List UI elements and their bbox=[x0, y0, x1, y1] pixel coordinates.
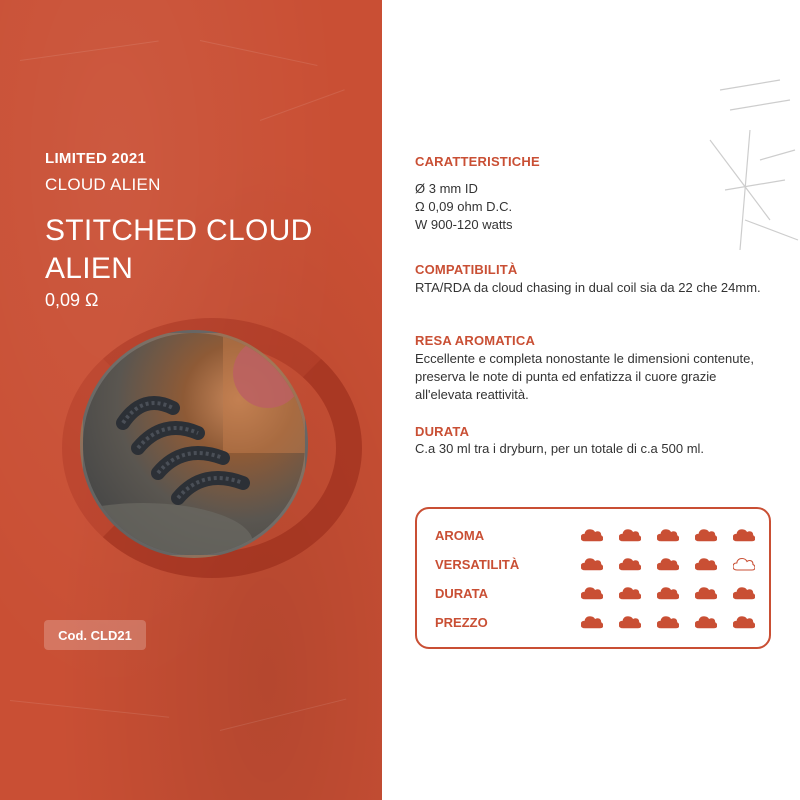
product-panel bbox=[0, 0, 382, 800]
cloud-filled-icon bbox=[581, 528, 603, 542]
spec-diameter: Ø 3 mm ID bbox=[415, 181, 478, 196]
rating-row-versatilita bbox=[435, 554, 755, 574]
section-body-compatibilita: RTA/RDA da cloud chasing in dual coil sia da 22 che 24mm. bbox=[415, 280, 761, 295]
ratings-box bbox=[415, 507, 771, 649]
cloud-filled-icon bbox=[733, 528, 755, 542]
cloud-filled-icon bbox=[619, 528, 641, 542]
product-subseries: CLOUD ALIEN bbox=[45, 175, 161, 194]
product-resistance: 0,09 Ω bbox=[45, 290, 99, 310]
cloud-filled-icon bbox=[695, 586, 717, 600]
cloud-filled-icon bbox=[581, 615, 603, 629]
cloud-filled-icon bbox=[733, 586, 755, 600]
cloud-filled-icon bbox=[657, 557, 679, 571]
rating-clouds bbox=[581, 557, 755, 571]
spec-wattage: W 900-120 watts bbox=[415, 217, 513, 232]
cloud-filled-icon bbox=[619, 586, 641, 600]
section-title-resa-aromatica: RESA AROMATICA bbox=[415, 333, 536, 348]
spec-resistance: Ω 0,09 ohm D.C. bbox=[415, 199, 513, 214]
section-title-durata: DURATA bbox=[415, 424, 470, 439]
cloud-filled-icon bbox=[581, 557, 603, 571]
cloud-filled-icon bbox=[695, 615, 717, 629]
cloud-filled-icon bbox=[695, 528, 717, 542]
rating-row-prezzo bbox=[435, 612, 755, 632]
cloud-filled-icon bbox=[581, 586, 603, 600]
cloud-filled-icon bbox=[733, 615, 755, 629]
product-code-badge: Cod. CLD21 bbox=[44, 620, 146, 650]
cloud-filled-icon bbox=[657, 615, 679, 629]
cloud-filled-icon bbox=[657, 586, 679, 600]
cloud-outline-icon bbox=[733, 557, 755, 571]
rating-label: DURATA bbox=[435, 585, 488, 601]
rating-row-aroma bbox=[435, 525, 755, 545]
cloud-filled-icon bbox=[619, 615, 641, 629]
coil-photo bbox=[80, 330, 308, 558]
rating-label: AROMA bbox=[435, 527, 485, 543]
section-body-durata: C.a 30 ml tra i dryburn, per un totale di c.a 500 ml. bbox=[415, 441, 705, 456]
section-body-resa-aromatica: Eccellente e completa nonostante le dimensioni contenute, preserva le note di punta ed enfatizza il cuore grazie all'elevata reattività. bbox=[415, 351, 754, 402]
rating-clouds bbox=[581, 528, 755, 542]
cloud-filled-icon bbox=[695, 557, 717, 571]
section-title-caratteristiche: CARATTERISTICHE bbox=[415, 154, 540, 169]
rating-clouds bbox=[581, 586, 755, 600]
decorative-scribble-icon bbox=[690, 70, 800, 270]
rating-label: PREZZO bbox=[435, 614, 488, 630]
cloud-filled-icon bbox=[657, 528, 679, 542]
product-title: STITCHED CLOUD ALIEN bbox=[45, 214, 313, 285]
rating-label: VERSATILITÀ bbox=[435, 556, 520, 572]
product-series: LIMITED 2021 bbox=[45, 150, 147, 167]
cloud-filled-icon bbox=[619, 557, 641, 571]
rating-row-durata bbox=[435, 583, 755, 603]
section-body-caratteristiche bbox=[415, 180, 775, 234]
rating-clouds bbox=[581, 615, 755, 629]
section-title-compatibilita: COMPATIBILITÀ bbox=[415, 262, 518, 277]
coil-illustration-icon bbox=[83, 333, 308, 558]
